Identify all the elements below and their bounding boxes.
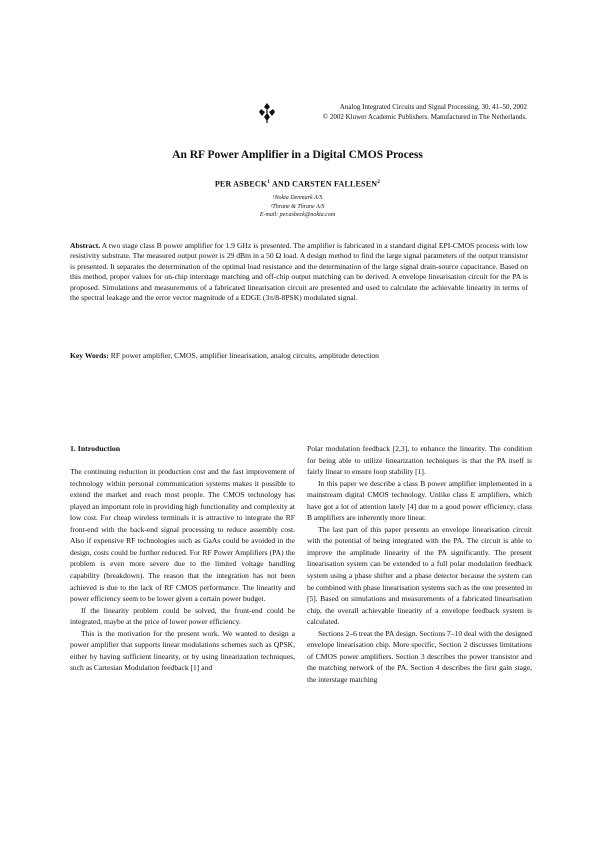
copyright-line: © 2002 Kluwer Academic Publishers. Manufactured in The Netherlands. — [322, 112, 527, 121]
body-paragraph: This is the motivation for the present work. We wanted to design a power amplifier that supports linear modulations schemes such as QPSK, either by having sufficient linearity, or by using linearization techniques, such as Cartesian Modulation feedback [1] and — [70, 628, 295, 673]
abstract-label: Abstract. — [70, 241, 101, 250]
abstract-text: A two stage class B power amplifier for 1.9 GHz is presented. The amplifier is fabricated in a standard digital EPI-CMOS process with low resistivity substrate. The measured output power is 29 dBm in a 50 Ω load. A design method to find the large signal parameters of the output transistor is presented. It separates the determination of the optimal load resistance and the determination of the large signal drain-source capacitance. Based on this method, proper values for on-chip interstage matching and off-chip output matching can be derived. A envelope linearisation circuit for the PA is proposed. Simulations and measurements of a fabricated linearisation circuit are presented and used to calculate the achievable linearity in terms of the spectral leakage and the error vector magnitude of a EDGE (3π/8-8PSK) modulated signal. — [70, 241, 528, 303]
body-paragraph: Polar modulation feedback [2,3], to enhance the linearity. The condition for being able to utilize linearization techniques is that the PA itself is fairly linear to ensure loop stability [1]. — [307, 444, 532, 477]
body-paragraph: The continuing reduction in production cost and the fast improvement of technology within personal communication systems makes it possible to extend the market and reach most people. The CMOS technology has played an important role in providing high functionality and complexity at low cost. For cheap wireless terminals it is attractive to integrate the RF front-end with the back-end signal processing to reduce assembly cost. Also if expensive RF technologies such as GaAs could be avoided in the design, costs could be further reduced. For RF Power Amplifiers (PA) the problem is even more severe due to the limited voltage handling capability (breakdown). The reason that the integration has not been achieved is due to the lack of RF CMOS performance. The linearity and power efficiency seem to be lower given a certain power budget. — [70, 467, 295, 604]
body-paragraph: Sections 2–6 treat the PA design. Sections 7–10 deal with the designed envelope linearisation chip. More specific, Section 2 discusses limitations of CMOS power amplifiers. Section 3 describes the power transistor and the matching network of the PA. Section 4 describes the first gain stage, the interstage matching — [307, 628, 532, 684]
author-2-name: CARSTEN FALLESEN — [292, 179, 378, 189]
affiliations — [0, 194, 595, 220]
body-paragraph: In this paper we describe a class B power amplifier implemented in a mainstream digital CMOS technology. Unlike class E amplifiers, which have got a lot of attention lately [4] due to a good power efficiency, class B amplifiers are inherently more linear. — [307, 478, 532, 523]
keywords-text: RF power amplifier, CMOS, amplifier linearisation, analog circuits, amplitude detection — [110, 351, 379, 360]
paper-title: An RF Power Amplifier in a Digital CMOS Process — [172, 149, 423, 161]
right-column — [307, 443, 532, 685]
left-column — [70, 443, 295, 674]
body-paragraph: The last part of this paper presents an envelope linearisation circuit with the potential of being integrated with the PA. The circuit is able to improve the amplitude linearity of the PA significantly. The present linearisation system can be extended to a full polar modulation feedback system using a phase shifter and a phase detector because the system can be combined with phase linearisation systems such as the one presented in [5]. Based on simulations and measurements of a fabricated linearisation chip, the overall achievable linearity of a envelope feedback system is calculated. — [307, 524, 532, 627]
contact-email: E-mail: per.asbeck@nokia.com — [259, 212, 336, 218]
kluwer-logo-icon — [258, 102, 276, 124]
affiliation-2: ²Thrane & Thrane A/S — [270, 203, 325, 210]
author-1-sup: 1 — [267, 179, 271, 185]
affiliation-1: ¹Nokia Denmark A/S — [272, 195, 323, 201]
journal-header — [323, 103, 527, 122]
journal-citation: Analog Integrated Circuits and Signal Processing, 30, 41–50, 2002 — [339, 103, 527, 111]
keywords-label: Key Words: — [70, 351, 109, 360]
author-line — [0, 179, 595, 189]
body-paragraph: If the linearity problem could be solved, the front-end could be integrated, maybe at the price of lower power efficiency. — [70, 605, 295, 627]
author-and: AND — [270, 179, 293, 189]
keywords — [70, 351, 528, 361]
author-2-sup: 2 — [377, 179, 381, 185]
section-heading-introduction: 1. Introduction — [70, 444, 121, 453]
author-1-name: PER ASBECK — [214, 179, 268, 189]
abstract — [70, 241, 528, 303]
